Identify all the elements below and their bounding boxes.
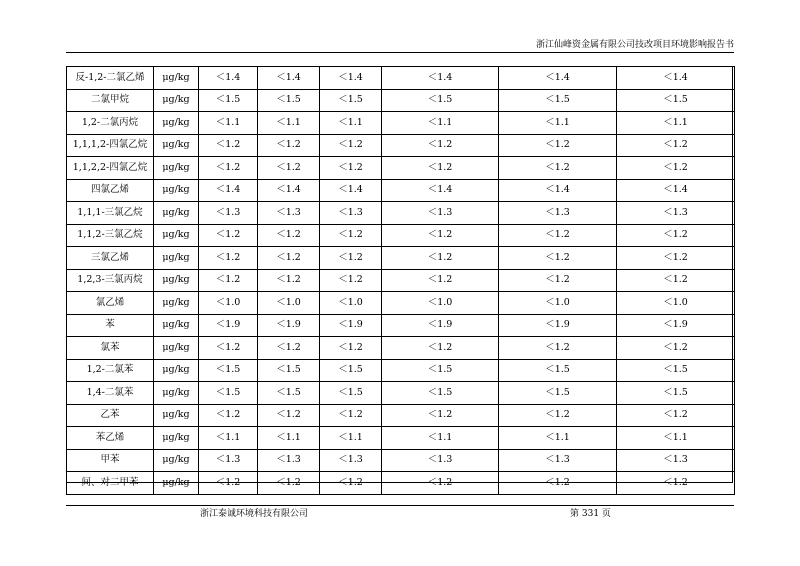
value-cell: ＜1.2	[258, 404, 320, 427]
table-row	[67, 359, 735, 382]
value-cell: ＜1.1	[320, 427, 382, 450]
value-cell: ＜1.2	[320, 269, 382, 292]
value-cell: ＜1.4	[499, 179, 617, 202]
value-cell: ＜1.2	[258, 224, 320, 247]
value-cell: ＜1.2	[499, 269, 617, 292]
value-cell: ＜1.2	[499, 224, 617, 247]
value-cell: ＜1.5	[258, 382, 320, 405]
unit-cell: μg/kg	[154, 472, 199, 495]
pollutant-name-cell: 氯乙烯	[67, 292, 154, 315]
unit-cell: μg/kg	[154, 292, 199, 315]
value-cell: ＜1.2	[617, 269, 735, 292]
value-cell: ＜1.5	[199, 359, 258, 382]
value-cell: ＜1.4	[499, 67, 617, 90]
value-cell: ＜1.2	[320, 472, 382, 495]
table-row	[67, 337, 735, 360]
value-cell: ＜1.4	[382, 179, 499, 202]
table-row	[67, 472, 735, 495]
header-rule	[66, 52, 734, 53]
value-cell: ＜1.5	[617, 89, 735, 112]
value-cell: ＜1.3	[499, 449, 617, 472]
value-cell: ＜1.3	[617, 449, 735, 472]
value-cell: ＜1.2	[199, 247, 258, 270]
value-cell: ＜1.2	[617, 337, 735, 360]
value-cell: ＜1.3	[320, 202, 382, 225]
value-cell: ＜1.5	[382, 359, 499, 382]
table-row	[67, 314, 735, 337]
value-cell: ＜1.0	[258, 292, 320, 315]
value-cell: ＜1.0	[382, 292, 499, 315]
value-cell: ＜1.5	[617, 382, 735, 405]
value-cell: ＜1.1	[320, 112, 382, 135]
unit-cell: μg/kg	[154, 67, 199, 90]
value-cell: ＜1.3	[382, 449, 499, 472]
value-cell: ＜1.5	[320, 89, 382, 112]
value-cell: ＜1.2	[617, 157, 735, 180]
unit-cell: μg/kg	[154, 112, 199, 135]
pollutant-name-cell: 1,2-二氯丙烷	[67, 112, 154, 135]
value-cell: ＜1.3	[199, 449, 258, 472]
table-row	[67, 247, 735, 270]
value-cell: ＜1.2	[320, 247, 382, 270]
value-cell: ＜1.4	[258, 67, 320, 90]
value-cell: ＜1.2	[320, 157, 382, 180]
pollutant-name-cell: 1,1,2,2-四氯乙烷	[67, 157, 154, 180]
value-cell: ＜1.1	[258, 112, 320, 135]
value-cell: ＜1.1	[258, 427, 320, 450]
value-cell: ＜1.2	[199, 269, 258, 292]
value-cell: ＜1.2	[320, 404, 382, 427]
value-cell: ＜1.2	[258, 337, 320, 360]
unit-cell: μg/kg	[154, 337, 199, 360]
value-cell: ＜1.2	[199, 404, 258, 427]
value-cell: ＜1.2	[617, 224, 735, 247]
pollutant-name-cell: 甲苯	[67, 449, 154, 472]
footer-rule	[66, 505, 734, 506]
pollutant-name-cell: 苯乙烯	[67, 427, 154, 450]
table-row	[67, 157, 735, 180]
unit-cell: μg/kg	[154, 449, 199, 472]
value-cell: ＜1.3	[320, 449, 382, 472]
unit-cell: μg/kg	[154, 157, 199, 180]
value-cell: ＜1.2	[258, 157, 320, 180]
table-row	[67, 382, 735, 405]
value-cell: ＜1.9	[258, 314, 320, 337]
value-cell: ＜1.5	[258, 89, 320, 112]
unit-cell: μg/kg	[154, 269, 199, 292]
value-cell: ＜1.5	[499, 359, 617, 382]
value-cell: ＜1.2	[382, 247, 499, 270]
document-header-title: 浙江仙峰资金属有限公司技改项目环境影响报告书	[535, 40, 734, 50]
pollutant-name-cell: 1,2,3-三氯丙烷	[67, 269, 154, 292]
value-cell: ＜1.3	[258, 202, 320, 225]
value-cell: ＜1.4	[617, 179, 735, 202]
value-cell: ＜1.2	[320, 134, 382, 157]
unit-cell: μg/kg	[154, 134, 199, 157]
value-cell: ＜1.2	[382, 269, 499, 292]
value-cell: ＜1.2	[258, 269, 320, 292]
value-cell: ＜1.2	[320, 224, 382, 247]
table-row	[67, 224, 735, 247]
value-cell: ＜1.9	[199, 314, 258, 337]
value-cell: ＜1.1	[199, 112, 258, 135]
value-cell: ＜1.5	[382, 89, 499, 112]
table-row	[67, 134, 735, 157]
pollutant-name-cell: 1,2-二氯苯	[67, 359, 154, 382]
pollutant-name-cell: 反-1,2-二氯乙烯	[67, 67, 154, 90]
value-cell: ＜1.9	[617, 314, 735, 337]
value-cell: ＜1.1	[382, 427, 499, 450]
unit-cell: μg/kg	[154, 202, 199, 225]
pollutant-name-cell: 1,4-二氯苯	[67, 382, 154, 405]
pollutant-name-cell: 1,1,1,2-四氯乙烷	[67, 134, 154, 157]
value-cell: ＜1.1	[499, 112, 617, 135]
table-row	[67, 202, 735, 225]
pollutant-name-cell: 氯苯	[67, 337, 154, 360]
pollutant-name-cell: 间、对二甲苯	[67, 472, 154, 495]
table-row	[67, 67, 735, 90]
table-row	[67, 269, 735, 292]
value-cell: ＜1.0	[499, 292, 617, 315]
value-cell: ＜1.2	[199, 157, 258, 180]
value-cell: ＜1.3	[199, 202, 258, 225]
unit-cell: μg/kg	[154, 382, 199, 405]
unit-cell: μg/kg	[154, 247, 199, 270]
value-cell: ＜1.2	[258, 472, 320, 495]
unit-cell: μg/kg	[154, 89, 199, 112]
table-row	[67, 179, 735, 202]
pollutant-name-cell: 乙苯	[67, 404, 154, 427]
value-cell: ＜1.5	[499, 89, 617, 112]
value-cell: ＜1.5	[617, 359, 735, 382]
value-cell: ＜1.9	[499, 314, 617, 337]
value-cell: ＜1.9	[382, 314, 499, 337]
value-cell: ＜1.2	[258, 247, 320, 270]
monitoring-results-table	[66, 66, 735, 495]
value-cell: ＜1.2	[258, 134, 320, 157]
unit-cell: μg/kg	[154, 314, 199, 337]
unit-cell: μg/kg	[154, 427, 199, 450]
value-cell: ＜1.4	[199, 179, 258, 202]
unit-cell: μg/kg	[154, 359, 199, 382]
value-cell: ＜1.2	[382, 157, 499, 180]
unit-cell: μg/kg	[154, 224, 199, 247]
pollutant-name-cell: 二氯甲烷	[67, 89, 154, 112]
value-cell: ＜1.2	[617, 134, 735, 157]
value-cell: ＜1.2	[499, 472, 617, 495]
value-cell: ＜1.2	[617, 472, 735, 495]
value-cell: ＜1.0	[320, 292, 382, 315]
pollutant-name-cell: 苯	[67, 314, 154, 337]
pollutant-name-cell: 四氯乙烯	[67, 179, 154, 202]
value-cell: ＜1.5	[499, 382, 617, 405]
value-cell: ＜1.1	[199, 427, 258, 450]
table-body	[67, 67, 735, 495]
value-cell: ＜1.2	[199, 337, 258, 360]
pollutant-name-cell: 1,1,1-三氯乙烷	[67, 202, 154, 225]
value-cell: ＜1.1	[617, 427, 735, 450]
footer-page-number: 第 331 页	[570, 509, 611, 519]
value-cell: ＜1.2	[499, 247, 617, 270]
pollutant-name-cell: 三氯乙烯	[67, 247, 154, 270]
value-cell: ＜1.9	[320, 314, 382, 337]
value-cell: ＜1.4	[258, 179, 320, 202]
pollutant-name-cell: 1,1,2-三氯乙烷	[67, 224, 154, 247]
value-cell: ＜1.2	[199, 224, 258, 247]
table-row	[67, 292, 735, 315]
table-row	[67, 404, 735, 427]
value-cell: ＜1.2	[199, 472, 258, 495]
table-row	[67, 427, 735, 450]
value-cell: ＜1.3	[258, 449, 320, 472]
value-cell: ＜1.1	[617, 112, 735, 135]
value-cell: ＜1.4	[320, 179, 382, 202]
value-cell: ＜1.2	[382, 337, 499, 360]
value-cell: ＜1.2	[499, 157, 617, 180]
value-cell: ＜1.5	[320, 382, 382, 405]
footer-company: 浙江泰诚环境科技有限公司	[200, 509, 309, 519]
value-cell: ＜1.2	[499, 134, 617, 157]
value-cell: ＜1.0	[199, 292, 258, 315]
value-cell: ＜1.2	[382, 134, 499, 157]
value-cell: ＜1.2	[499, 337, 617, 360]
value-cell: ＜1.4	[617, 67, 735, 90]
value-cell: ＜1.5	[382, 382, 499, 405]
unit-cell: μg/kg	[154, 404, 199, 427]
value-cell: ＜1.2	[499, 404, 617, 427]
value-cell: ＜1.4	[199, 67, 258, 90]
value-cell: ＜1.2	[617, 404, 735, 427]
value-cell: ＜1.2	[382, 224, 499, 247]
value-cell: ＜1.2	[617, 247, 735, 270]
value-cell: ＜1.4	[382, 67, 499, 90]
value-cell: ＜1.1	[382, 112, 499, 135]
value-cell: ＜1.5	[199, 89, 258, 112]
value-cell: ＜1.5	[320, 359, 382, 382]
value-cell: ＜1.3	[382, 202, 499, 225]
value-cell: ＜1.2	[382, 472, 499, 495]
value-cell: ＜1.4	[320, 67, 382, 90]
unit-cell: μg/kg	[154, 179, 199, 202]
value-cell: ＜1.5	[199, 382, 258, 405]
value-cell: ＜1.0	[617, 292, 735, 315]
value-cell: ＜1.5	[258, 359, 320, 382]
value-cell: ＜1.3	[617, 202, 735, 225]
value-cell: ＜1.2	[382, 404, 499, 427]
value-cell: ＜1.1	[499, 427, 617, 450]
table-row	[67, 112, 735, 135]
table-row	[67, 89, 735, 112]
value-cell: ＜1.3	[499, 202, 617, 225]
value-cell: ＜1.2	[199, 134, 258, 157]
table-row	[67, 449, 735, 472]
value-cell: ＜1.2	[320, 337, 382, 360]
